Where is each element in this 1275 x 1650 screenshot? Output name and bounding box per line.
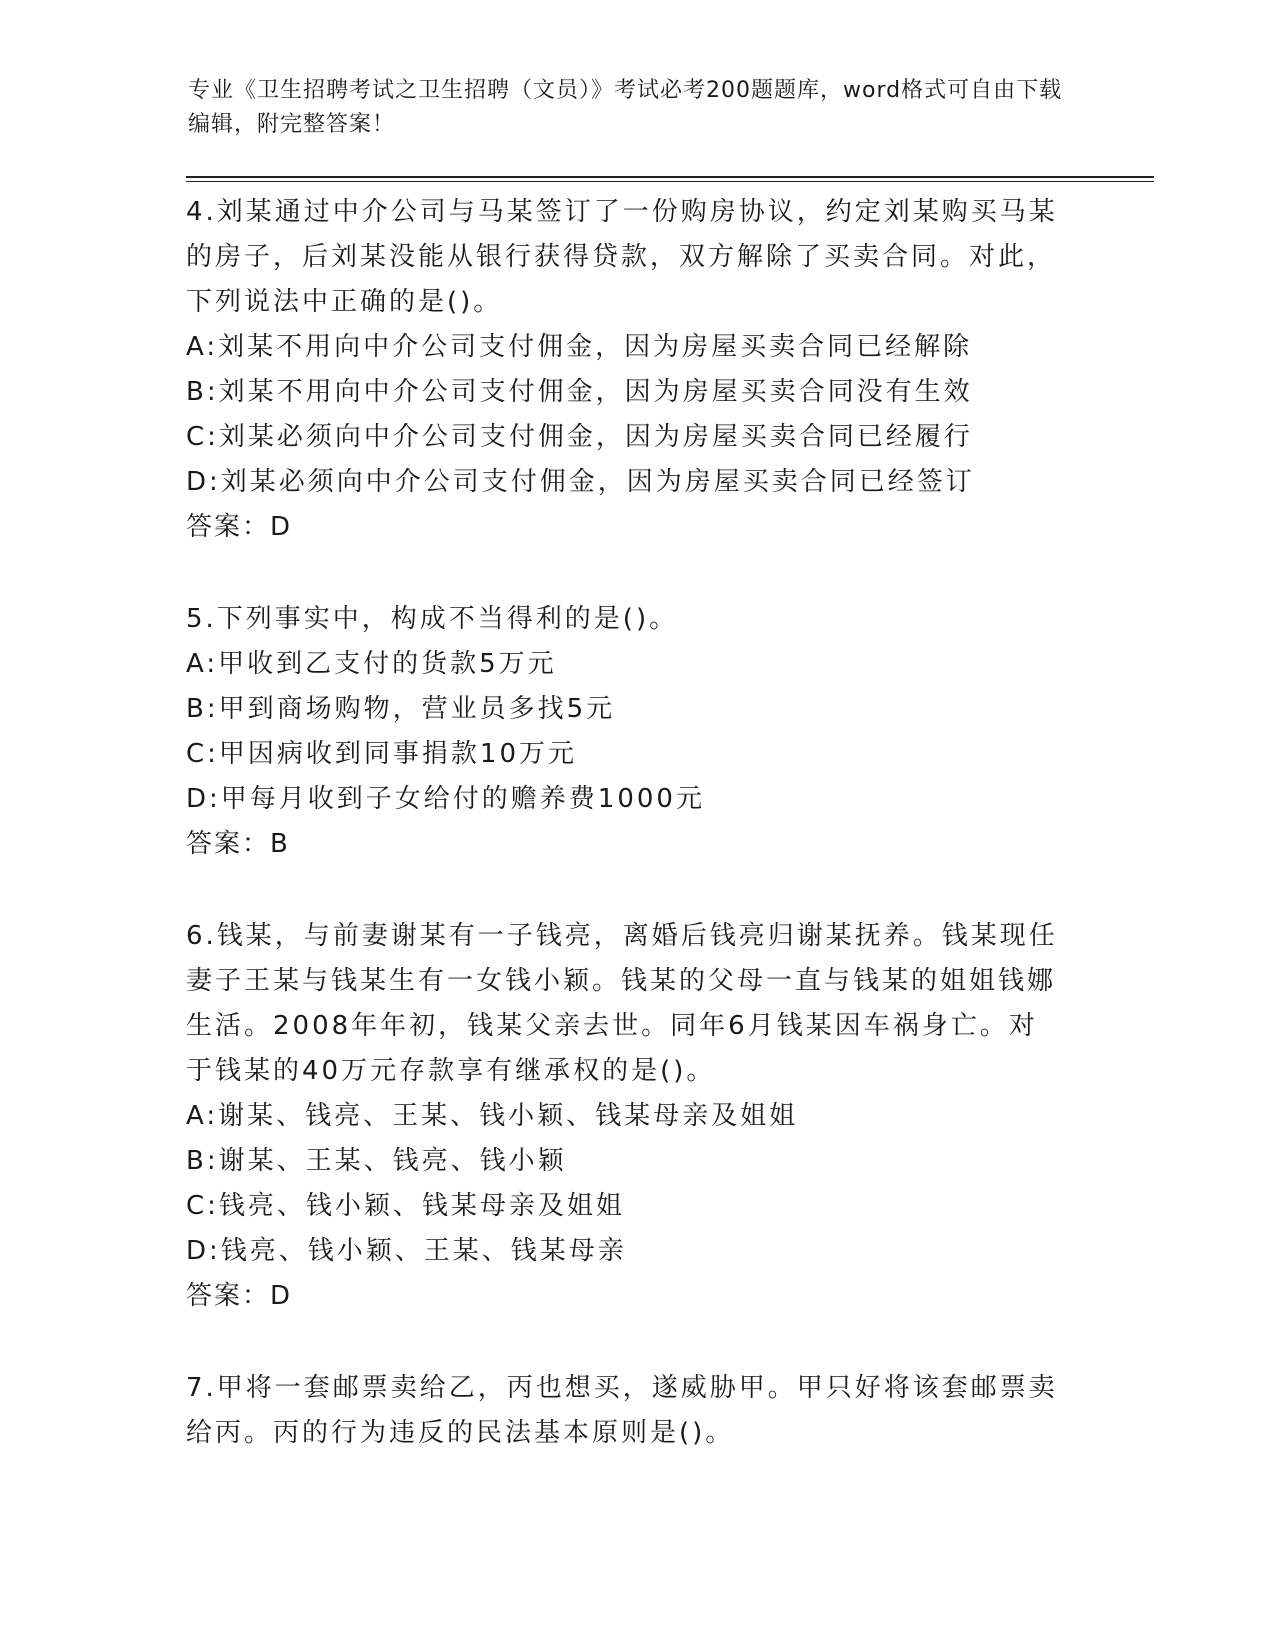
option-b: B:刘某不用向中介公司支付佣金，因为房屋买卖合同没有生效 <box>186 377 973 407</box>
answer-line: 答案：B <box>186 829 290 859</box>
option-b: B:甲到商场购物，营业员多找5元 <box>186 694 616 724</box>
option-d: D:刘某必须向中介公司支付佣金，因为房屋买卖合同已经签订 <box>186 467 975 497</box>
option-c: C:甲因病收到同事捐款10万元 <box>186 739 577 769</box>
questions-container <box>186 190 1066 1503</box>
header-divider-thin <box>186 181 1154 182</box>
question-stem: 4.刘某通过中介公司与马某签订了一份购房协议，约定刘某购买马某的房子，后刘某没能从银行获得贷款，双方解除了买卖合同。对此，下列说法中正确的是()。 <box>186 197 1058 317</box>
option-c: C:刘某必须向中介公司支付佣金，因为房屋买卖合同已经履行 <box>186 422 973 452</box>
answer-line: 答案：D <box>186 1281 293 1311</box>
answer-line: 答案：D <box>186 512 293 542</box>
option-a: A:甲收到乙支付的货款5万元 <box>186 649 557 679</box>
option-d: D:钱亮、钱小颖、王某、钱某母亲 <box>186 1236 627 1266</box>
question-6 <box>186 914 1066 1319</box>
option-a: A:谢某、钱亮、王某、钱小颖、钱某母亲及姐姐 <box>186 1101 799 1131</box>
header-divider <box>186 176 1154 178</box>
question-7 <box>186 1366 1066 1456</box>
question-5 <box>186 597 1066 867</box>
option-c: C:钱亮、钱小颖、钱某母亲及姐姐 <box>186 1191 625 1221</box>
question-stem: 5.下列事实中，构成不当得利的是()。 <box>186 604 679 634</box>
question-stem: 7.甲将一套邮票卖给乙，丙也想买，遂威胁甲。甲只好将该套邮票卖给丙。丙的行为违反的民法基本原则是()。 <box>186 1373 1058 1448</box>
question-stem: 6.钱某，与前妻谢某有一子钱亮，离婚后钱亮归谢某抚养。钱某现任妻子王某与钱某生有一女钱小颖。钱某的父母一直与钱某的姐姐钱娜生活。2008年年初，钱某父亲去世。同年6月钱某因车祸身亡。对于钱某的40万元存款享有继承权的是()。 <box>186 921 1058 1086</box>
question-4 <box>186 190 1066 550</box>
option-b: B:谢某、王某、钱亮、钱小颖 <box>186 1146 567 1176</box>
document-header: 专业《卫生招聘考试之卫生招聘（文员）》考试必考200题题库，word格式可自由下载编辑，附完整答案！ <box>188 78 1063 137</box>
option-d: D:甲每月收到子女给付的赡养费1000元 <box>186 784 705 814</box>
option-a: A:刘某不用向中介公司支付佣金，因为房屋买卖合同已经解除 <box>186 332 973 362</box>
